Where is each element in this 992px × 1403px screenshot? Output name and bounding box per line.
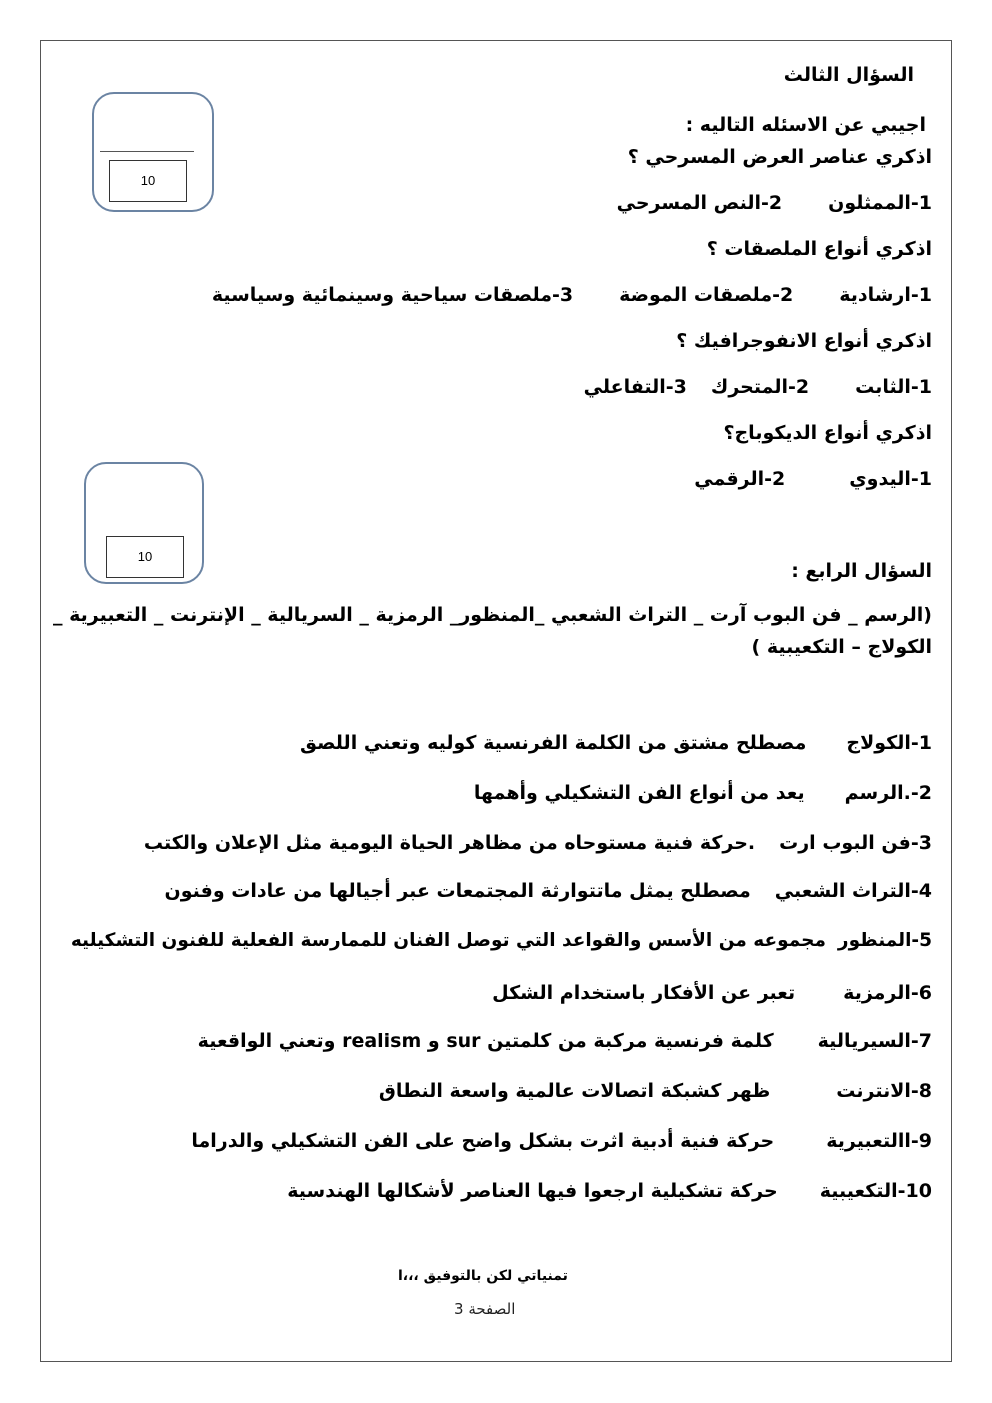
q3-question-1: اذكري عناصر العرض المسرحي ؟ bbox=[627, 146, 932, 168]
definition: حركة فنية أدبية اثرت بشكل واضح على الفن التشكيلي والدراما bbox=[191, 1130, 775, 1152]
q3-instruction: اجيبي عن الاسئله التاليه : bbox=[685, 114, 926, 136]
definition: حركة تشكيلية ارجعوا فيها العناصر لأشكالها الهندسية bbox=[287, 1180, 778, 1202]
answer: 2-ملصقات الموضة bbox=[619, 284, 794, 306]
definition-row-1 bbox=[300, 732, 932, 754]
q3-answers-4 bbox=[694, 468, 932, 490]
word-bank-line-1: (الرسم _ فن البوب آرت _ التراث الشعبي _المنظور_ الرمزية _ السريالية _ الإنترنت _ التعبيرية _ bbox=[53, 604, 932, 626]
term: 3-فن البوب ارت bbox=[779, 832, 932, 854]
q3-question-2: اذكري أنواع الملصقات ؟ bbox=[706, 238, 932, 260]
term: 7-السيريالية bbox=[817, 1030, 932, 1052]
word-bank-line-2: الكولاج – التكعيبية ) bbox=[751, 636, 932, 658]
page-number: الصفحة 3 bbox=[454, 1300, 516, 1318]
score-divider bbox=[100, 151, 194, 152]
definition: تعبر عن الأفكار باستخدام الشكل bbox=[492, 982, 796, 1004]
q3-answers-2 bbox=[212, 284, 932, 306]
answer: 2-النص المسرحي bbox=[616, 192, 783, 214]
q4-title: السؤال الرابع : bbox=[791, 560, 932, 582]
definition: يعد من أنواع الفن التشكيلي وأهمها bbox=[473, 782, 805, 804]
definition: ظهر كشبكة اتصالات عالمية واسعة النطاق bbox=[378, 1080, 771, 1102]
q3-question-3: اذكري أنواع الانفوجرافيك ؟ bbox=[676, 330, 932, 352]
q3-answers-1 bbox=[617, 192, 932, 214]
q3-answers-3 bbox=[584, 376, 932, 398]
definition-row-3 bbox=[144, 832, 932, 854]
answer: 2-الرقمي bbox=[694, 468, 786, 490]
q3-question-4: اذكري أنواع الديكوباج؟ bbox=[723, 422, 932, 444]
answer: 1-اليدوي bbox=[849, 468, 932, 490]
definition-row-2 bbox=[474, 782, 932, 804]
footer-wish: تمنياتي لكن بالتوفيق ،،،ا bbox=[398, 1268, 568, 1284]
term: 2-.الرسم bbox=[844, 782, 932, 804]
score-value-q3: 10 bbox=[109, 160, 187, 202]
definition-row-7 bbox=[198, 1030, 932, 1052]
term: 4-التراث الشعبي bbox=[774, 880, 932, 902]
answer: 3-التفاعلي bbox=[583, 376, 687, 398]
definition-row-10 bbox=[287, 1180, 932, 1202]
term: 8-الانترنت bbox=[836, 1080, 932, 1102]
q3-title: السؤال الثالث bbox=[783, 64, 914, 86]
answer: 1-ارشادية bbox=[839, 284, 932, 306]
answer: 1-الممثلون bbox=[828, 192, 932, 214]
score-value-q4: 10 bbox=[106, 536, 184, 578]
definition-row-8 bbox=[379, 1080, 932, 1102]
answer: 2-المتحرك bbox=[710, 376, 810, 398]
definition: مصطلح مشتق من الكلمة الفرنسية كوليه وتعني اللصق bbox=[299, 732, 807, 754]
term: 5-المنظور bbox=[837, 930, 932, 951]
definition: مجموعه من الأسس والقواعد التي توصل الفنان للممارسة الفعلية للفنون التشكيليه bbox=[70, 930, 826, 951]
definition-row-5 bbox=[71, 930, 932, 951]
answer: 3-ملصقات سياحية وسينمائية وسياسية bbox=[211, 284, 574, 306]
term: 10-التكعيبية bbox=[819, 1180, 932, 1202]
term: 6-الرمزية bbox=[843, 982, 932, 1004]
answer: 1-الثابت bbox=[855, 376, 932, 398]
definition-row-9 bbox=[191, 1130, 932, 1152]
term: 1-الكولاج bbox=[846, 732, 932, 754]
definition: .حركة فنية مستوحاه من مظاهر الحياة اليومية مثل الإعلان والكتب bbox=[143, 832, 756, 854]
term: 9-االتعبيرية bbox=[826, 1130, 932, 1152]
definition: مصطلح يمثل ماتتوارثة المجتمعات عبر أجيالها من عادات وفنون bbox=[164, 880, 751, 902]
definition: كلمة فرنسية مركبة من كلمتين sur و realism وتعني الواقعية bbox=[197, 1030, 774, 1052]
definition-row-6 bbox=[492, 982, 932, 1004]
definition-row-4 bbox=[165, 880, 932, 902]
